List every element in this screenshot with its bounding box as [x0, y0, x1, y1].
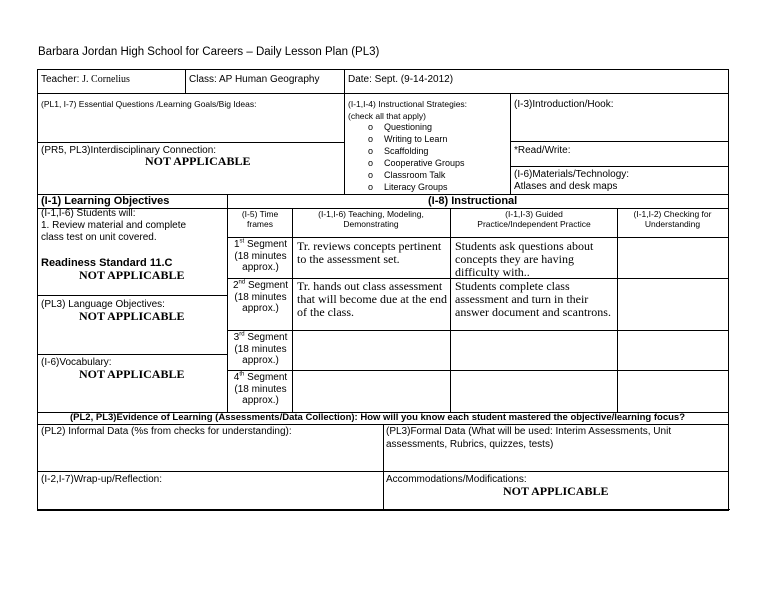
- segment-guided: Students ask questions about concepts they are having difficulty with..: [455, 239, 594, 279]
- segment-teaching: Tr. reviews concepts pertinent to the assessment set.: [297, 239, 442, 266]
- strategy-item: Questioning: [384, 122, 433, 132]
- objective-line: class test on unit covered.: [41, 232, 157, 243]
- divider: [617, 208, 618, 412]
- teacher-name: J. Cornelius: [82, 74, 130, 85]
- essential-questions-label: (PL1, I-7) Essential Questions /Learning Goals/Big Ideas:: [41, 99, 257, 109]
- materials-value: Atlases and desk maps: [514, 181, 618, 192]
- divider: [383, 424, 384, 509]
- divider: [510, 93, 511, 194]
- instructional-header: (I-8) Instructional: [428, 195, 518, 207]
- checkbox-bullet-icon: o: [368, 134, 374, 144]
- class-field: Class: AP Human Geography: [189, 74, 320, 85]
- checkbox-bullet-icon: o: [368, 122, 374, 132]
- vocabulary-label: (I-6)Vocabulary:: [41, 357, 112, 368]
- divider: [37, 354, 227, 355]
- col-time-frames: (I-5) Time frames: [241, 209, 279, 229]
- divider: [227, 237, 729, 238]
- divider: [510, 141, 729, 142]
- readiness-standard: Readiness Standard 11.C: [41, 257, 173, 269]
- segment-time: 4th Segment (18 minutes approx.): [233, 371, 288, 406]
- divider: [37, 295, 227, 296]
- checkbox-bullet-icon: o: [368, 146, 374, 156]
- divider: [37, 142, 344, 143]
- vocabulary-value: NOT APPLICABLE: [79, 367, 185, 381]
- objective-line: 1. Review material and complete: [41, 220, 187, 231]
- checkbox-bullet-icon: o: [368, 170, 374, 180]
- evidence-header: (PL2, PL3)Evidence of Learning (Assessments/Data Collection): How will you know each student mastered the objective/learning focus?: [70, 412, 685, 423]
- language-objectives-value: NOT APPLICABLE: [79, 309, 185, 323]
- divider: [344, 69, 345, 194]
- col-guided-practice: (I-1,I-3) Guided Practice/Independent Practice: [477, 209, 591, 229]
- divider: [450, 208, 451, 412]
- accommodations-label: Accommodations/Modifications:: [386, 474, 527, 485]
- divider: [38, 509, 730, 510]
- students-will-label: (I-1,I-6) Students will:: [41, 208, 136, 219]
- checkbox-bullet-icon: o: [368, 182, 374, 192]
- divider: [37, 93, 729, 94]
- divider: [227, 370, 729, 371]
- teacher-field: [41, 74, 130, 86]
- learning-objectives-header: (I-1) Learning Objectives: [41, 195, 170, 207]
- segment-teaching: Tr. hands out class assessment that will become due at the end of the class.: [297, 279, 447, 319]
- strategy-item: Classroom Talk: [384, 170, 446, 180]
- segment-time: 3rd Segment (18 minutes approx.): [233, 331, 288, 366]
- strategy-item: Scaffolding: [384, 146, 429, 156]
- informal-data-label: (PL2) Informal Data (%s from checks for understanding):: [41, 426, 292, 437]
- interdisciplinary-value: NOT APPLICABLE: [145, 154, 251, 168]
- formal-data-label: (PL3)Formal Data (What will be used: Interim Assessments, Unit assessments, Rubrics, quizzes, tests): [386, 426, 672, 450]
- col-teaching: (I-1,I-6) Teaching, Modeling, Demonstrating: [318, 209, 424, 229]
- segment-time: 1st Segment (18 minutes approx.): [233, 238, 288, 273]
- wrapup-label: (I-2,I-7)Wrap-up/Reflection:: [41, 474, 162, 485]
- segment-guided: Students complete class assessment and turn in their answer document and scantrons.: [455, 279, 611, 319]
- divider: [292, 208, 293, 412]
- standard-value: NOT APPLICABLE: [79, 268, 185, 282]
- divider: [185, 69, 186, 93]
- divider: [227, 194, 228, 412]
- date-field: Date: Sept. (9-14-2012): [348, 74, 454, 85]
- strategies-title: (I-1,I-4) Instructional Strategies:: [348, 99, 468, 109]
- page-title: Barbara Jordan High School for Careers – Daily Lesson Plan (PL3): [38, 46, 380, 58]
- col-checking: (I-1,I-2) Checking for Understanding: [633, 209, 712, 229]
- intro-hook-label: (I-3)Introduction/Hook:: [514, 99, 614, 110]
- accommodations-value: NOT APPLICABLE: [503, 484, 609, 498]
- teacher-label: Teacher:: [41, 74, 83, 85]
- language-objectives-label: (PL3) Language Objectives:: [41, 299, 165, 310]
- strategy-item: Cooperative Groups: [384, 158, 465, 168]
- segment-time: 2nd Segment (18 minutes approx.): [232, 279, 289, 314]
- interdisciplinary-label: (PR5, PL3)Interdisciplinary Connection:: [41, 145, 217, 156]
- materials-label: (I-6)Materials/Technology:: [514, 169, 630, 180]
- read-write-label: *Read/Write:: [514, 145, 571, 156]
- strategy-item: Literacy Groups: [384, 182, 448, 192]
- strategy-item: Writing to Learn: [384, 134, 448, 144]
- divider: [227, 330, 729, 331]
- divider: [510, 166, 729, 167]
- checkbox-bullet-icon: o: [368, 158, 374, 168]
- strategies-note: (check all that apply): [348, 111, 426, 121]
